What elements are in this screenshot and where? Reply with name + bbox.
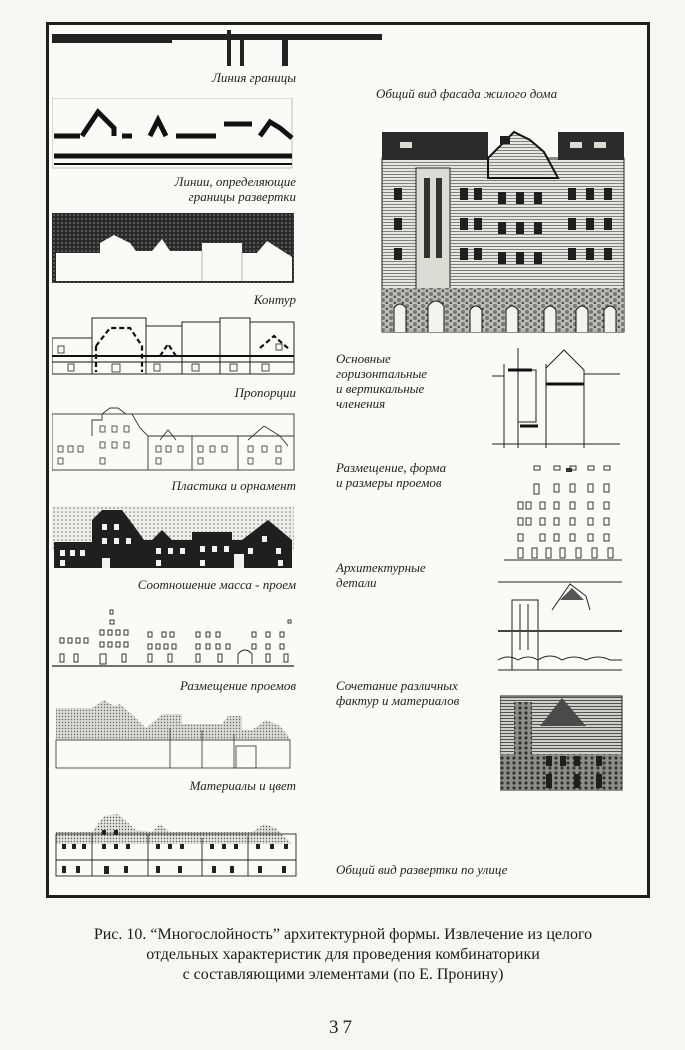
figure-caption-line-2: отдельных характеристик для проведения комбинаторики [146, 946, 540, 963]
materials-color-illustration [52, 700, 297, 770]
divisions-illustration [492, 344, 622, 448]
caption-divisions-4: членения [336, 396, 386, 411]
caption-sweep-lines-1: Линии, определяющие [174, 174, 296, 189]
caption-street-sweep: Общий вид развертки по улице [336, 862, 508, 877]
caption-architectural-details-1: Архитектурные [336, 560, 426, 575]
caption-opening-form-1: Размещение, форма [336, 460, 447, 475]
plasticity-ornament-illustration [52, 406, 297, 472]
sweep-lines-illustration [52, 98, 297, 174]
caption-divisions-3: и вертикальные [336, 381, 425, 396]
caption-textures-materials-2: фактур и материалов [336, 693, 460, 708]
caption-plasticity-ornament: Пластика и орнамент [171, 478, 296, 493]
facade-general-view-illustration [380, 118, 626, 334]
architectural-details-illustration [498, 570, 624, 672]
caption-textures-materials-1: Сочетание различных [336, 678, 458, 693]
caption-architectural-details-2: детали [336, 575, 377, 590]
caption-boundary-line: Линия границы [212, 70, 296, 85]
street-sweep-illustration [52, 810, 302, 880]
opening-placement-illustration [52, 606, 297, 668]
figure-caption-line-1: Рис. 10. “Многослойность” архитектурной формы. Извлечение из целого [93, 926, 593, 943]
mass-opening-illustration [52, 506, 297, 572]
caption-opening-placement: Размещение проемов [179, 678, 296, 693]
caption-mass-opening: Соотношение масса - проем [137, 577, 296, 592]
caption-proportions: Пропорции [234, 385, 296, 400]
textures-materials-illustration [500, 686, 624, 792]
caption-facade-general-view: Общий вид фасада жилого дома [376, 86, 558, 101]
caption-materials-color: Материалы и цвет [189, 778, 296, 793]
figure-caption [28, 925, 658, 985]
opening-form-illustration [504, 462, 624, 562]
proportions-illustration [52, 316, 297, 376]
caption-divisions-1: Основные [336, 351, 391, 366]
page-number: 37 [329, 1017, 356, 1038]
figure-caption-line-3: с составляющими элементами (по Е. Пронину) [182, 966, 504, 983]
caption-divisions-2: горизонтальные [336, 366, 428, 381]
contour-illustration [52, 213, 297, 285]
caption-sweep-lines-2: границы развертки [188, 189, 296, 204]
caption-opening-form-2: и размеры проемов [336, 475, 442, 490]
boundary-line-illustration [52, 30, 392, 68]
caption-contour: Контур [253, 292, 296, 307]
